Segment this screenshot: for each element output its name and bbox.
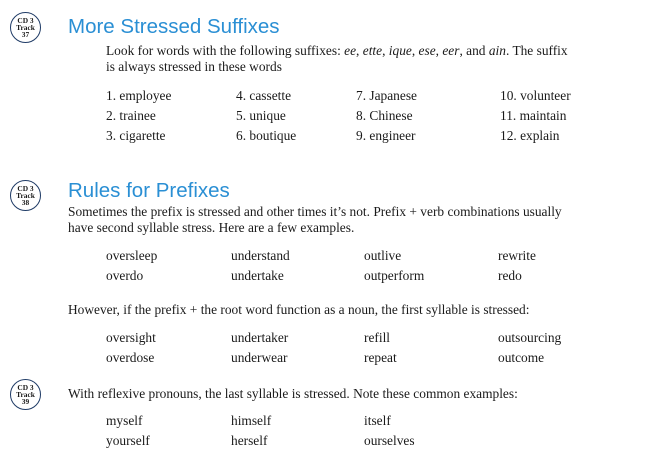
list-item: 6. boutique (236, 128, 297, 143)
badge-track-number: 37 (21, 30, 30, 39)
noun-rule-text: However, if the prefix + the root word function as a noun, the first syllable is stressed: (68, 302, 530, 317)
badge-track-number: 39 (21, 397, 30, 406)
list-item: 5. unique (236, 108, 286, 123)
intro-text: Sometimes the prefix is stressed and other times it’s not. Prefix + verb combinations usually (68, 204, 562, 219)
cd-track-badge (10, 379, 41, 410)
list-item: rewrite (498, 248, 536, 263)
badge-cd-label: CD 3 (17, 383, 34, 392)
badge-track-label: Track (16, 191, 35, 200)
cd-track-badge (10, 180, 41, 211)
list-item: oversleep (106, 248, 158, 263)
list-item: outlive (364, 248, 402, 263)
list-item: myself (106, 413, 143, 428)
list-item: yourself (106, 433, 150, 448)
suffix-term: ique (388, 43, 412, 58)
list-item: overdose (106, 350, 155, 365)
intro-text: Look for words with the following suffixes: (106, 43, 345, 58)
list-item: 10. volunteer (500, 88, 571, 103)
list-item: understand (231, 248, 290, 263)
suffix-term: ee (344, 43, 357, 58)
list-item: 1. employee (106, 88, 172, 103)
section-intro: Look for words with the following suffixes: ee, ette, ique, ese, eer, and ain. The suffix is always stressed in these words (106, 43, 568, 74)
list-item: 4. cassette (236, 88, 292, 103)
list-item: himself (231, 413, 272, 428)
list-item: refill (364, 330, 391, 345)
suffix-term: ain (488, 43, 506, 58)
list-item: 12. explain (500, 128, 560, 143)
intro-text: is always stressed in these words (106, 59, 282, 74)
list-item: undertake (231, 268, 284, 283)
section-title: More Stressed Suffixes (68, 15, 280, 38)
list-item: 9. engineer (356, 128, 416, 143)
badge-track-label: Track (16, 23, 35, 32)
badge-cd-label: CD 3 (17, 184, 34, 193)
intro-text: . The suffix (505, 43, 568, 58)
badge-track-number: 38 (21, 198, 30, 207)
list-item: underwear (231, 350, 288, 365)
list-item: ourselves (364, 433, 415, 448)
list-item: itself (364, 413, 391, 428)
list-item: redo (498, 268, 522, 283)
list-item: 11. maintain (500, 108, 567, 123)
list-item: outsourcing (498, 330, 562, 345)
pronoun-rule-text: With reflexive pronouns, the last syllable is stressed. Note these common examples: (68, 386, 518, 401)
section-title: Rules for Prefixes (68, 179, 230, 202)
list-item: 2. trainee (106, 108, 156, 123)
list-item: 7. Japanese (356, 88, 417, 103)
list-item: oversight (106, 330, 156, 345)
list-item: overdo (106, 268, 144, 283)
cd-track-badge (10, 12, 41, 43)
list-item: undertaker (231, 330, 289, 345)
suffix-term: eer (442, 43, 460, 58)
badge-track-label: Track (16, 390, 35, 399)
suffix-term: ese (418, 43, 436, 58)
section-intro (68, 204, 562, 236)
list-item: outperform (364, 268, 425, 283)
intro-text: have second syllable stress. Here are a few examples. (68, 220, 355, 235)
suffix-term: ette (362, 43, 383, 58)
list-item: herself (231, 433, 268, 448)
list-item: repeat (364, 350, 397, 365)
badge-cd-label: CD 3 (17, 16, 34, 25)
list-item: outcome (498, 350, 545, 365)
list-item: 8. Chinese (356, 108, 413, 123)
list-item: 3. cigarette (106, 128, 166, 143)
